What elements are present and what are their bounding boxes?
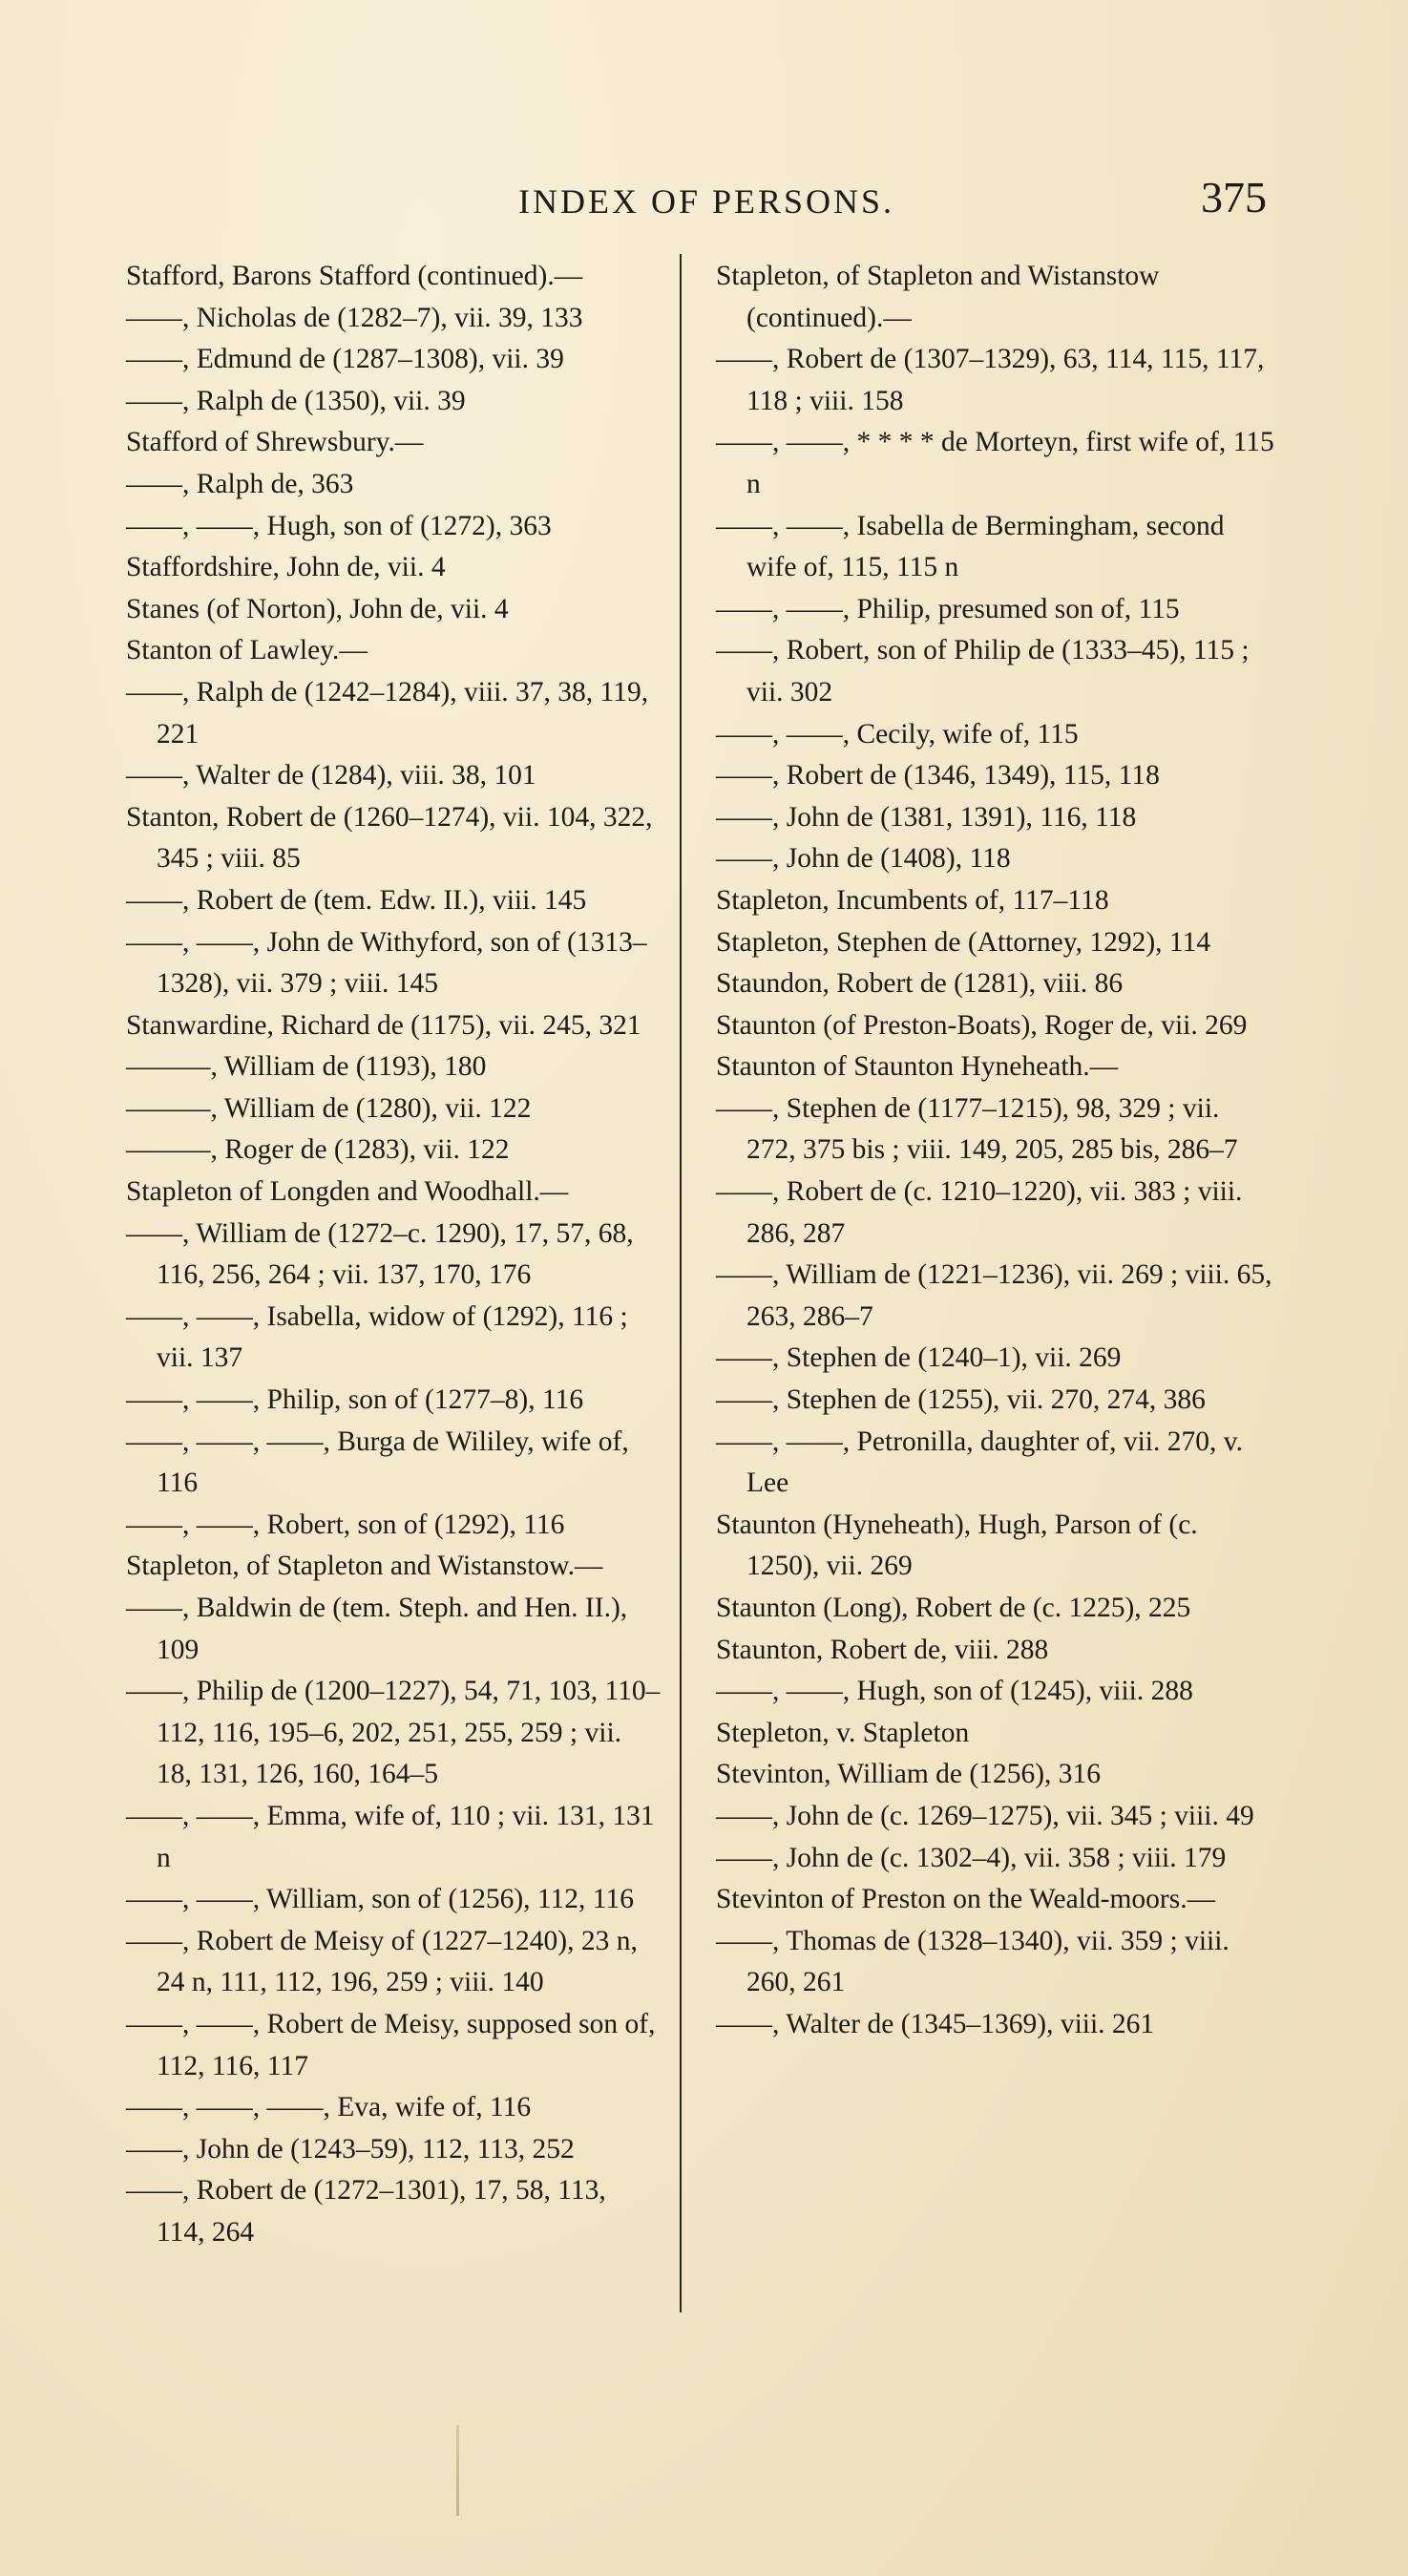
index-entry: ——, John de (1381, 1391), 116, 118 xyxy=(716,801,1137,833)
index-entry: Staunton (Hyneheath), Hugh, Parson of (c. 1250), vii. 269 xyxy=(716,1509,1198,1582)
index-entry: ——, Nicholas de (1282–7), vii. 39, 133 xyxy=(126,302,583,333)
index-entry: Staffordshire, John de, vii. 4 xyxy=(126,552,446,583)
index-entry: ——, Philip de (1200–1227), 54, 71, 103, 110–112, 116, 195–6, 202, 251, 255, 259 ; vii. 18, 131, 126, 160, 164–5 xyxy=(126,1676,661,1790)
index-entry: ——, Ralph de (1242–1284), viii. 37, 38, 119, 221 xyxy=(126,676,649,750)
index-entry: ——, Ralph de (1350), vii. 39 xyxy=(126,385,466,416)
index-entry: ———, Roger de (1283), vii. 122 xyxy=(126,1134,510,1166)
binding-crease xyxy=(456,2425,459,2516)
index-entry: ——, ——, ——, Burga de Wililey, wife of, 116 xyxy=(126,1425,629,1499)
index-entry: Stanwardine, Richard de (1175), vii. 245, 321 xyxy=(126,1009,641,1041)
index-entry: ——, ——, Philip, presumed son of, 115 xyxy=(716,593,1180,624)
index-entry: ——, ——, Isabella de Bermingham, second wife of, 115, 115 n xyxy=(716,510,1225,583)
index-entry: ——, Robert de (1272–1301), 17, 58, 113, 114, 264 xyxy=(126,2175,606,2248)
index-entry: ——, Thomas de (1328–1340), vii. 359 ; viii. 260, 261 xyxy=(716,1925,1229,1998)
index-entry: ——, ——, Emma, wife of, 110 ; vii. 131, 131 n xyxy=(126,1800,655,1873)
index-entry: Stapleton of Longden and Woodhall.— xyxy=(126,1176,569,1208)
index-entry: ——, ——, William, son of (1256), 112, 116 xyxy=(126,1884,634,1915)
index-entry: ——, Stephen de (1177–1215), 98, 329 ; vii. 272, 375 bis ; viii. 149, 205, 285 bis, 286–7 xyxy=(716,1092,1238,1166)
index-entry: ——, ——, Petronilla, daughter of, vii. 270, v. Lee xyxy=(716,1425,1243,1499)
index-entry: ——, ——, Philip, son of (1277–8), 116 xyxy=(126,1384,584,1416)
index-entry: ——, Robert, son of Philip de (1333–45), 115 ; vii. 302 xyxy=(716,635,1250,707)
index-entry: Stafford, Barons Stafford (continued).— xyxy=(126,261,583,291)
index-entry: Staunton (Long), Robert de (c. 1225), 225 xyxy=(716,1593,1191,1623)
index-entry: Stevinton, William de (1256), 316 xyxy=(716,1759,1102,1790)
index-entry: Stapleton, of Stapleton and Wistanstow.— xyxy=(126,1551,603,1582)
index-entry: Staunton, Robert de, viii. 288 xyxy=(716,1634,1049,1665)
index-entry: Staundon, Robert de (1281), viii. 86 xyxy=(716,968,1124,1000)
index-entry: Stapleton, Incumbents of, 117–118 xyxy=(716,884,1109,916)
index-entry: Stevinton of Preston on the Weald-moors.— xyxy=(716,1884,1216,1915)
index-entry: ——, William de (1272–c. 1290), 17, 57, 68, 116, 256, 264 ; vii. 137, 170, 176 xyxy=(126,1217,634,1291)
index-entry: ——, ——, Robert de Meisy, supposed son of, 112, 116, 117 xyxy=(126,2008,656,2081)
page-number: 375 xyxy=(1201,173,1267,222)
index-entry: ——, Robert de Meisy of (1227–1240), 23 n, 24 n, 111, 112, 196, 259 ; viii. 140 xyxy=(126,1925,638,1998)
index-entry: Stapleton, Stephen de (Attorney, 1292), 114 xyxy=(716,926,1211,958)
index-entry: ——, ——, ——, Eva, wife of, 116 xyxy=(126,2092,532,2123)
running-title: INDEX OF PERSONS. xyxy=(518,182,895,221)
index-entry: ——, ——, John de Withyford, son of (1313–1328), vii. 379 ; viii. 145 xyxy=(126,926,647,1000)
index-entry: ——, John de (c. 1269–1275), vii. 345 ; viii. 49 xyxy=(716,1800,1254,1831)
index-entry: ———, William de (1193), 180 xyxy=(126,1051,487,1083)
index-entry: ——, John de (1243–59), 112, 113, 252 xyxy=(126,2133,575,2164)
left-index-column xyxy=(126,256,661,2254)
index-entry: ——, John de (1408), 118 xyxy=(716,843,1011,875)
index-entry: Stanes (of Norton), John de, vii. 4 xyxy=(126,593,509,624)
index-entry: ——, Robert de (c. 1210–1220), vii. 383 ; viii. 286, 287 xyxy=(716,1176,1243,1249)
running-head xyxy=(0,170,1408,227)
index-entry: ——, Edmund de (1287–1308), vii. 39 xyxy=(126,344,564,375)
index-entry: ——, Stephen de (1255), vii. 270, 274, 386 xyxy=(716,1384,1206,1416)
index-entry: ———, William de (1280), vii. 122 xyxy=(126,1092,532,1124)
index-entry: Stanton, Robert de (1260–1274), vii. 104, 322, 345 ; viii. 85 xyxy=(126,801,653,875)
index-entry: Staunton of Staunton Hyneheath.— xyxy=(716,1051,1119,1083)
index-entry: Stepleton, v. Stapleton xyxy=(716,1717,970,1748)
index-entry: ——, William de (1221–1236), vii. 269 ; viii. 65, 263, 286–7 xyxy=(716,1259,1272,1332)
index-entry: Stapleton, of Stapleton and Wistanstow (continued).— xyxy=(716,261,1160,333)
index-entry: ——, Stephen de (1240–1), vii. 269 xyxy=(716,1342,1122,1374)
index-entry: Staunton (of Preston-Boats), Roger de, vii. 269 xyxy=(716,1009,1248,1041)
index-entry: ——, Robert de (1307–1329), 63, 114, 115, 117, 118 ; viii. 158 xyxy=(716,344,1265,416)
index-entry: ——, Baldwin de (tem. Steph. and Hen. II.), 109 xyxy=(126,1593,628,1665)
index-entry: ——, ——, Robert, son of (1292), 116 xyxy=(126,1509,565,1540)
index-entry: ——, ——, Hugh, son of (1245), viii. 288 xyxy=(716,1676,1193,1707)
index-entry: ——, ——, * * * * de Morteyn, first wife of, 115 n xyxy=(716,427,1274,499)
column-divider xyxy=(680,254,682,2312)
index-entry: ——, ——, Cecily, wife of, 115 xyxy=(716,718,1079,750)
index-entry: ——, Robert de (tem. Edw. II.), viii. 145 xyxy=(126,884,587,916)
index-entry: ——, John de (c. 1302–4), vii. 358 ; viii. 179 xyxy=(716,1842,1227,1873)
index-entry: ——, Walter de (1345–1369), viii. 261 xyxy=(716,2008,1155,2039)
index-entry: Stanton of Lawley.— xyxy=(126,635,368,666)
index-entry: ——, Walter de (1284), viii. 38, 101 xyxy=(126,760,536,792)
index-entry: ——, ——, Isabella, widow of (1292), 116 ; vii. 137 xyxy=(126,1300,628,1374)
right-index-column xyxy=(716,256,1274,2046)
index-entry: ——, ——, Hugh, son of (1272), 363 xyxy=(126,510,552,541)
index-entry: ——, Robert de (1346, 1349), 115, 118 xyxy=(716,760,1160,792)
index-entry: Stafford of Shrewsbury.— xyxy=(126,427,424,458)
index-entry: ——, Ralph de, 363 xyxy=(126,468,354,499)
